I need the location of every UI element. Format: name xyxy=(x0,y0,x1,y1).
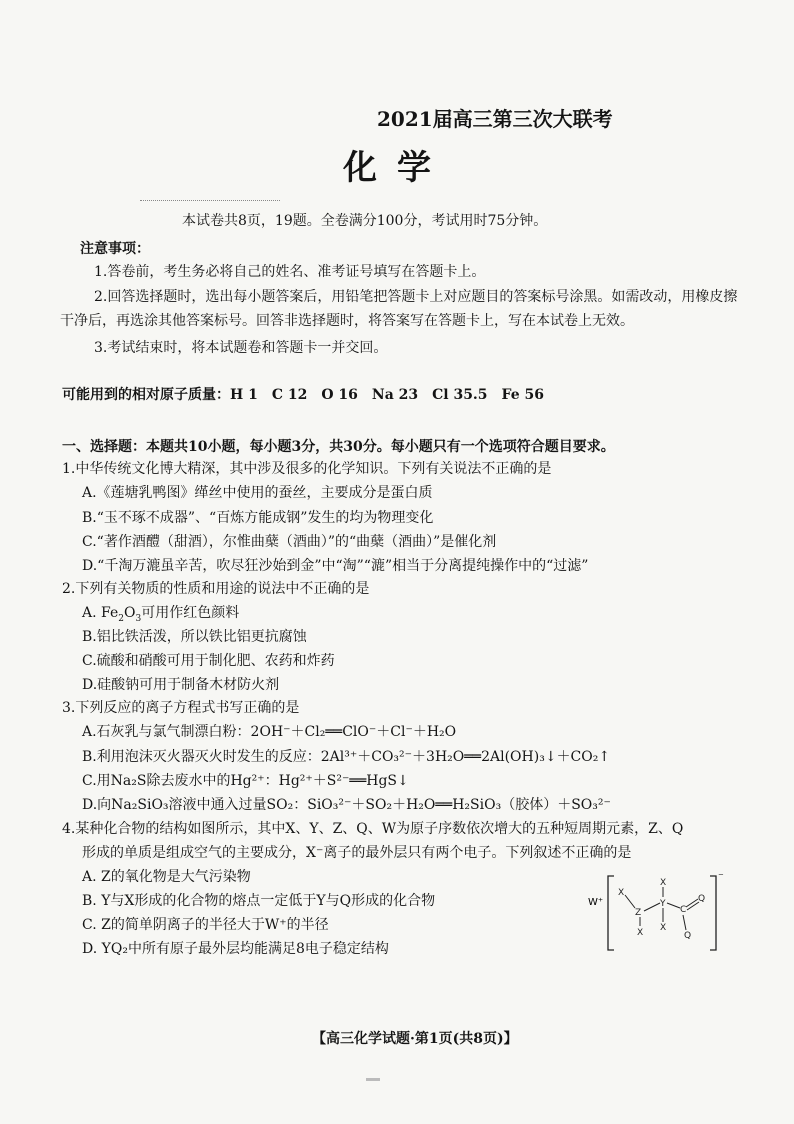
q4-stem-line1: 4.某种化合物的结构如图所示，其中X、Y、Z、Q、W为原子序数依次增大的五种短周期元素，Z、Q xyxy=(62,821,684,837)
section-heading: 一、选择题：本题共10小题，每小题3分，共30分。每小题只有一个选项符合题目要求。 xyxy=(62,439,615,455)
q3-option-b: B.利用泡沫灭火器灭火时发生的反应：2Al³⁺＋CO₃²⁻＋3H₂O══2Al(OH)₃↓＋CO₂↑ xyxy=(82,749,611,765)
atom-z: Z xyxy=(635,908,642,918)
q2-option-b: B.铝比铁活泼，所以铁比铝更抗腐蚀 xyxy=(82,629,307,645)
q2-option-d: D.硅酸钠可用于制备木材防火剂 xyxy=(82,677,280,693)
q3-stem: 3.下列反应的离子方程式书写正确的是 xyxy=(62,700,300,716)
subject-title: 化学 xyxy=(343,148,451,188)
structure-diagram xyxy=(580,868,730,958)
q4-stem-line2: 形成的单质是组成空气的主要成分，X⁻离子的最外层只有两个电子。下列叙述不正确的是 xyxy=(82,845,632,861)
left-bracket xyxy=(608,876,614,950)
q1-stem: 1.中华传统文化博大精深，其中涉及很多的化学知识。下列有关说法不正确的是 xyxy=(62,461,552,477)
q1-option-a: A.《莲塘乳鸭图》缂丝中使用的蚕丝，主要成分是蛋白质 xyxy=(82,485,433,501)
atom-x-bottom: X xyxy=(660,923,667,933)
q4-option-d: D. YQ₂中所有原子最外层均能满足8电子稳定结构 xyxy=(82,941,389,957)
notice-heading: 注意事项： xyxy=(80,241,150,257)
divider xyxy=(140,200,280,201)
struct-charge: ⁻ xyxy=(718,870,724,883)
atom-x-upper-left: X xyxy=(618,888,625,898)
scan-speck xyxy=(366,1078,380,1081)
notice-item-2: 2.回答选择题时，选出每小题答案后，用铅笔把答题卡上对应题目的答案标号涂黑。如需改动，用橡皮擦干净后，再选涂其他答案标号。回答非选择题时，将答案写在答题卡上，写在本试卷上无效。 xyxy=(60,289,738,329)
q1-option-c: C.“著作酒醴（甜酒），尔惟曲蘖（酒曲）”的“曲蘖（酒曲）”是催化剂 xyxy=(82,534,497,550)
right-bracket xyxy=(710,876,716,950)
atom-q-lower: Q xyxy=(684,931,692,941)
q1-option-d: D.“千淘万漉虽辛苦，吹尽狂沙始到金”中“淘”“漉”相当于分离提纯操作中的“过滤” xyxy=(82,558,589,574)
q3-option-c: C.用Na₂S除去废水中的Hg²⁺：Hg²⁺＋S²⁻══HgS↓ xyxy=(82,773,409,789)
atom-x-top: X xyxy=(660,878,667,888)
q3-option-d: D.向Na₂SiO₃溶液中通入过量SO₂：SiO₃²⁻＋SO₂＋H₂O══H₂SiO₃（胶体）＋SO₃²⁻ xyxy=(82,797,611,813)
q1-option-b: B.“玉不琢不成器”、“百炼方能成钢”发生的均为物理变化 xyxy=(82,510,434,526)
exam-intro: 本试卷共8页，19题。全卷满分100分，考试用时75分钟。 xyxy=(182,213,548,229)
atom-y: Y xyxy=(660,899,666,909)
q4-option-b: B. Y与X形成的化合物的熔点一定低于Y与Q形成的化合物 xyxy=(82,893,436,909)
atom-q-upper: Q xyxy=(698,894,706,904)
notice-item-1: 1.答卷前，考生务必将自己的姓名、准考证号填写在答题卡上。 xyxy=(94,264,486,280)
q4-option-c: C. Z的简单阴离子的半径大于W⁺的半径 xyxy=(82,917,329,933)
q2-option-a: A. $Fe_2O_3$可用作红色颜料 xyxy=(82,605,240,624)
exam-title: 2021届高三第三次大联考 xyxy=(377,107,613,131)
atom-c: C xyxy=(680,905,687,915)
atom-x-lower-left: X xyxy=(637,928,644,938)
q3-option-a: A.石灰乳与氯气制漂白粉：2OH⁻＋Cl₂══ClO⁻＋Cl⁻＋H₂O xyxy=(82,724,457,740)
notice-item-3: 3.考试结束时，将本试题卷和答题卡一并交回。 xyxy=(94,340,388,356)
q2-option-c: C.硫酸和硝酸可用于制化肥、农药和炸药 xyxy=(82,653,335,669)
atomic-masses: 可能用到的相对原子质量：H 1 C 12 O 16 Na 23 Cl 35.5 Fe 56 xyxy=(62,387,544,403)
q2-stem: 2.下列有关物质的性质和用途的说法中不正确的是 xyxy=(62,581,370,597)
page-footer: 【高三化学试题·第1页(共8页)】 xyxy=(312,1031,518,1047)
q4-option-a: A. Z的氧化物是大气污染物 xyxy=(82,869,251,885)
struct-cation: W⁺ xyxy=(588,897,604,908)
